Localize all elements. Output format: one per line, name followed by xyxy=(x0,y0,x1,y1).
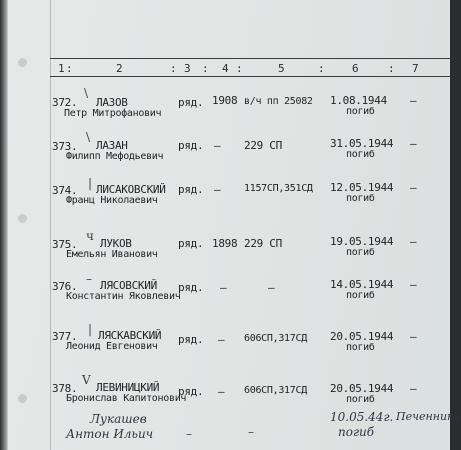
header-col-6: 6 xyxy=(352,62,359,75)
record-unit: – xyxy=(268,281,275,294)
record-rank: ряд. xyxy=(178,385,204,398)
record-date: 1.08.1944 xyxy=(330,94,387,107)
record-date: 31.05.1944 xyxy=(330,137,394,150)
handwritten-dash: – xyxy=(186,427,192,441)
check-mark: – xyxy=(86,272,92,286)
record-surname: ЛАЗОВ xyxy=(96,96,128,109)
record-number: 375. xyxy=(52,238,78,251)
record-number: 372. xyxy=(52,96,78,109)
record-unit: 606СП,317СД xyxy=(244,385,307,396)
header-col-4: 4 xyxy=(222,62,229,75)
handwritten-given-name: Антон Ильич xyxy=(66,427,154,441)
handwritten-status: погиб xyxy=(338,425,375,439)
record-surname: ЛАЗАН xyxy=(96,139,128,152)
record-number: 373. xyxy=(52,140,78,153)
record-date: 14.05.1944 xyxy=(330,278,394,291)
book-binding xyxy=(0,0,8,450)
record-status: погиб xyxy=(346,290,375,301)
handwritten-date: 10.05.44г. xyxy=(330,410,394,424)
record-date: 20.05.1944 xyxy=(330,330,394,343)
punch-hole xyxy=(18,214,27,223)
record-note: – xyxy=(410,330,417,343)
record-birth-year: – xyxy=(220,281,227,294)
header-col-2: 2 xyxy=(116,62,123,75)
header-col-5: 5 xyxy=(278,62,285,75)
record-note: – xyxy=(410,94,417,107)
record-birth-year: – xyxy=(214,139,221,152)
record-status: погиб xyxy=(346,247,375,258)
record-rank: ряд. xyxy=(178,333,204,346)
record-unit: 1157СП,351СД xyxy=(244,183,313,194)
record-surname: ЛУКОВ xyxy=(100,237,132,250)
record-number: 377. xyxy=(52,330,78,343)
record-given-name: Бронислав Капитонович xyxy=(66,393,187,404)
margin-line xyxy=(50,0,51,450)
record-given-name: Филипп Мефодьевич xyxy=(66,151,164,162)
record-given-name: Леонид Евгенович xyxy=(66,341,158,352)
check-mark: | xyxy=(88,322,93,336)
record-rank: ряд. xyxy=(178,237,204,250)
record-date: 12.05.1944 xyxy=(330,181,394,194)
record-status: погиб xyxy=(346,106,375,117)
record-rank: ряд. xyxy=(178,96,204,109)
record-given-name: Франц Николаевич xyxy=(66,195,158,206)
record-date: 19.05.1944 xyxy=(330,235,394,248)
handwritten-surname: Лукашев xyxy=(90,412,147,426)
record-given-name: Емельян Иванович xyxy=(66,249,158,260)
header-sep: : xyxy=(66,62,73,75)
header-col-7: 7 xyxy=(412,62,419,75)
record-unit: 229 СП xyxy=(244,237,282,250)
record-unit: в/ч пп 25082 xyxy=(244,96,313,107)
header-sep: : xyxy=(318,62,325,75)
handwritten-dash: – xyxy=(248,425,254,439)
record-status: погиб xyxy=(346,149,375,160)
header-sep: : xyxy=(236,62,243,75)
punch-hole xyxy=(18,394,27,403)
record-birth-year: 1908 xyxy=(212,94,238,107)
record-number: 378. xyxy=(52,382,78,395)
record-given-name: Петр Митрофанович xyxy=(64,108,162,119)
record-number: 374. xyxy=(52,184,78,197)
record-date: 20.05.1944 xyxy=(330,382,394,395)
record-note: – xyxy=(410,278,417,291)
record-birth-year: – xyxy=(218,333,225,346)
check-mark: | xyxy=(88,176,93,190)
record-unit: 606СП,317СД xyxy=(244,333,307,344)
record-note: – xyxy=(410,235,417,248)
header-sep: : xyxy=(202,62,209,75)
record-surname: ЛЯСОВСКИЙ xyxy=(100,279,157,292)
record-note: – xyxy=(410,382,417,395)
record-note: – xyxy=(410,181,417,194)
check-mark: \ xyxy=(84,86,89,100)
header-top-rule xyxy=(50,58,450,59)
check-mark: ч xyxy=(86,229,94,243)
record-number: 376. xyxy=(52,280,78,293)
header-sep: : xyxy=(170,62,177,75)
record-rank: ряд. xyxy=(178,139,204,152)
punch-hole xyxy=(18,58,27,67)
record-surname: ЛИСАКОВСКИЙ xyxy=(96,183,166,196)
record-birth-year: – xyxy=(214,183,221,196)
record-status: погиб xyxy=(346,193,375,204)
header-bottom-rule xyxy=(50,76,450,77)
record-rank: ряд. xyxy=(178,183,204,196)
handwritten-note: Печенники xyxy=(396,410,461,423)
header-sep: : xyxy=(388,62,395,75)
check-mark: \ xyxy=(86,130,91,144)
record-surname: ЛЯСКАВСКИЙ xyxy=(98,329,162,342)
record-note: – xyxy=(410,137,417,150)
record-unit: 229 СП xyxy=(244,139,282,152)
record-surname: ЛЕВИНИЦКИЙ xyxy=(96,381,160,394)
record-status: погиб xyxy=(346,394,375,405)
header-col-3: 3 xyxy=(184,62,191,75)
record-birth-year: – xyxy=(218,385,225,398)
record-status: погиб xyxy=(346,342,375,353)
record-birth-year: 1898 xyxy=(212,237,238,250)
check-mark: V xyxy=(82,373,91,387)
header-col-1: 1 xyxy=(58,62,65,75)
record-given-name: Константин Яковлевич xyxy=(66,291,181,302)
record-rank: ряд. xyxy=(178,281,204,294)
